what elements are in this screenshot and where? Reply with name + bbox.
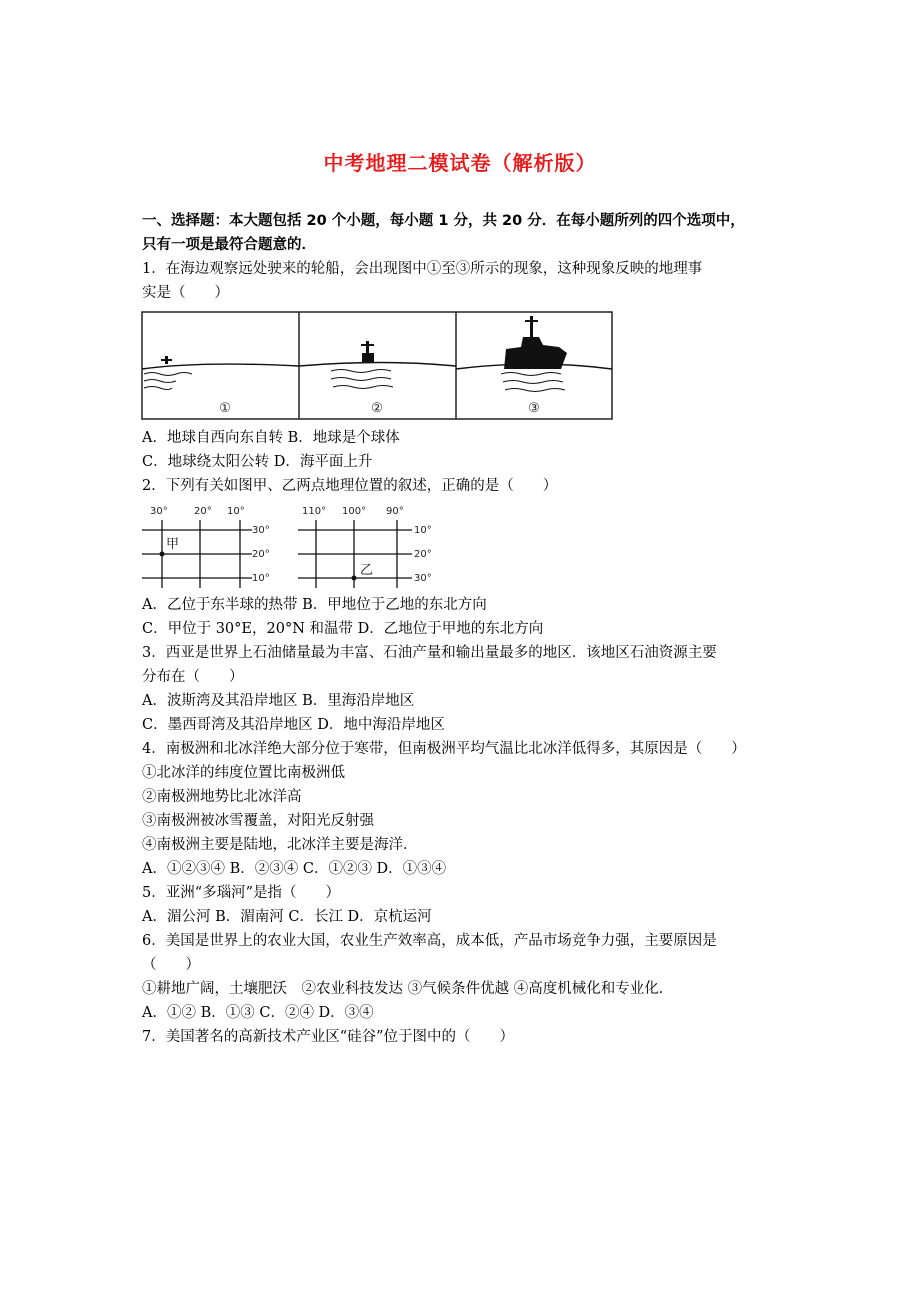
- q6-options: A．①② B．①③ C．②④ D．③④: [142, 1005, 374, 1021]
- q1-stem-line2: 实是（ ）: [142, 285, 229, 301]
- lat-label: 30°: [414, 573, 432, 584]
- lon-label: 20°: [194, 506, 212, 517]
- q2-options-line2: C．甲位于 30°E，20°N 和温带 D．乙地位于甲地的东北方向: [142, 621, 544, 637]
- q1-options-line2: C．地球绕太阳公转 D．海平面上升: [142, 454, 373, 470]
- point-jia-label: 甲: [166, 537, 180, 552]
- q2-map-yi: [296, 500, 441, 588]
- q5-options: A．湄公河 B．湄南河 C．长江 D．京杭运河: [142, 909, 432, 925]
- q4-options: A．①②③④ B．②③④ C．①②③ D．①③④: [142, 861, 447, 877]
- lat-label: 20°: [252, 549, 270, 560]
- q2-map-jia: [140, 500, 280, 588]
- section-heading-line1: 一、选择题：本大题包括 20 个小题，每小题 1 分，共 20 分．在每小题所列的四个选项中，: [142, 213, 745, 229]
- q1-ship-figure: [141, 311, 613, 421]
- lon-label: 100°: [342, 506, 367, 517]
- lon-label: 110°: [302, 506, 327, 517]
- q3-stem-line2: 分布在（ ）: [142, 669, 244, 685]
- lat-label: 30°: [252, 525, 270, 536]
- lon-label: 30°: [150, 506, 168, 517]
- q6-stem-line1: 6．美国是世界上的农业大国，农业生产效率高，成本低，产品市场竞争力强，主要原因是: [142, 933, 717, 949]
- q3-stem-line1: 3．西亚是世界上石油储量最为丰富、石油产量和输出量最多的地区．该地区石油资源主要: [142, 645, 717, 661]
- q4-statement: ④南极洲主要是陆地，北冰洋主要是海洋．: [142, 837, 418, 853]
- q7-stem: 7．美国著名的高新技术产业区“硅谷”位于图中的（ ）: [142, 1029, 515, 1045]
- panel-2-label: ②: [371, 401, 383, 416]
- lon-label: 10°: [227, 506, 245, 517]
- q3-options-line2: C．墨西哥湾及其沿岸地区 D．地中海沿岸地区: [142, 717, 445, 733]
- q4-statement: ②南极洲地势比北冰洋高: [142, 789, 302, 805]
- q1-options-line1: A．地球自西向东自转 B．地球是个球体: [142, 430, 400, 446]
- q4-statement: ③南极洲被冰雪覆盖，对阳光反射强: [142, 813, 374, 829]
- lat-label: 10°: [252, 573, 270, 584]
- lon-label: 90°: [386, 506, 404, 517]
- panel-3-label: ③: [528, 401, 540, 416]
- q4-stem: 4．南极洲和北冰洋绝大部分位于寒带，但南极洲平均气温比北冰洋低得多，其原因是（ ）: [142, 741, 746, 757]
- q6-stem-line2: （ ）: [142, 957, 200, 973]
- q1-stem-line1: 1．在海边观察远处驶来的轮船，会出现图中①至③所示的现象，这种现象反映的地理事: [142, 261, 703, 277]
- point-yi-label: 乙: [360, 563, 374, 578]
- q5-stem: 5．亚洲“多瑙河”是指（ ）: [142, 885, 341, 901]
- q6-statements: ①耕地广阔，土壤肥沃 ②农业科技发达 ③气候条件优越 ④高度机械化和专业化．: [142, 981, 674, 997]
- lat-label: 10°: [414, 525, 432, 536]
- q2-options-line1: A．乙位于东半球的热带 B．甲地位于乙地的东北方向: [142, 597, 487, 613]
- page-title: 中考地理二模试卷（解析版）: [323, 151, 597, 175]
- lat-label: 20°: [414, 549, 432, 560]
- q2-stem: 2．下列有关如图甲、乙两点地理位置的叙述，正确的是（ ）: [142, 478, 558, 494]
- panel-1-label: ①: [219, 401, 231, 416]
- q4-statement: ①北冰洋的纬度位置比南极洲低: [142, 765, 345, 781]
- section-heading-line2: 只有一项是最符合题意的．: [142, 237, 316, 253]
- q3-options-line1: A．波斯湾及其沿岸地区 B．里海沿岸地区: [142, 693, 415, 709]
